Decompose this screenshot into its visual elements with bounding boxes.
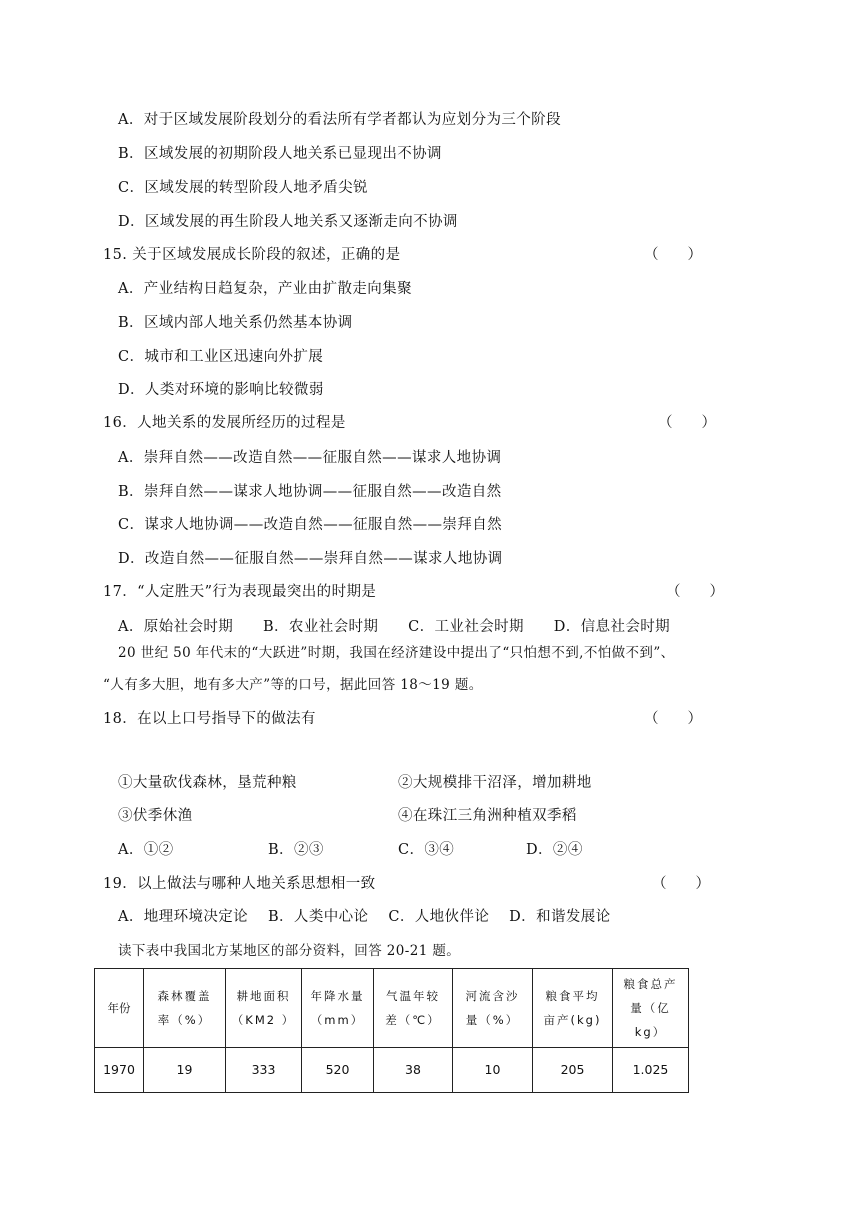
table-header-row: [95, 969, 689, 1048]
q14-option-c: C．区域发展的转型阶段人地矛盾尖锐: [118, 180, 368, 196]
q16-option-d: D．改造自然——征服自然——崇拜自然——谋求人地协调: [118, 551, 503, 567]
header-arable-area: 耕地面积 （KM2 ）: [226, 969, 302, 1048]
cell-forest-cover: 19: [144, 1048, 226, 1093]
q16-option-a: A．崇拜自然——改造自然——征服自然——谋求人地协调: [118, 450, 502, 466]
table-intro: 读下表中我国北方某地区的部分资料，回答 20-21 题。: [118, 943, 461, 959]
cell-temp-range: 38: [374, 1048, 453, 1093]
q14-option-d: D．区域发展的再生阶段人地关系又逐渐走向不协调: [118, 214, 458, 230]
passage-line-1: 20 世纪 50 年代末的“大跃进”时期，我国在经济建设中提出了“只怕想不到,不怕做不到”、: [118, 645, 675, 661]
q15-stem: 15. 关于区域发展成长阶段的叙述，正确的是: [103, 247, 401, 263]
q14-option-b: B．区域发展的初期阶段人地关系已显现出不协调: [118, 146, 442, 162]
q17-answer-blank: （ ）: [666, 584, 724, 600]
q16-option-c: C．谋求人地协调——改造自然——征服自然——崇拜自然: [118, 517, 502, 533]
header-temp-range: 气温年较 差（℃）: [374, 969, 453, 1048]
header-grain-yield: 粮食平均 亩产(kg): [533, 969, 613, 1048]
q15-option-a: A．产业结构日趋复杂，产业由扩散走向集聚: [118, 281, 412, 297]
q18-option-c: C．③④: [398, 842, 455, 858]
q18-answer-blank: （ ）: [644, 711, 702, 727]
cell-arable-area: 333: [226, 1048, 302, 1093]
q18-item-4: ④在珠江三角洲种植双季稻: [398, 808, 577, 824]
q18-item-2: ②大规模排干沼泽，增加耕地: [398, 775, 592, 791]
q16-answer-blank: （ ）: [658, 415, 716, 431]
cell-grain-total: 1.025: [613, 1048, 689, 1093]
passage-line-2: “人有多大胆，地有多大产”等的口号，据此回答 18～19 题。: [103, 677, 483, 693]
q15-option-c: C．城市和工业区迅速向外扩展: [118, 349, 324, 365]
q18-stem: 18．在以上口号指导下的做法有: [103, 711, 316, 727]
q19-stem: 19．以上做法与哪种人地关系思想相一致: [103, 876, 376, 892]
q16-stem: 16．人地关系的发展所经历的过程是: [103, 415, 346, 431]
q17-options: A．原始社会时期 B．农业社会时期 C．工业社会时期 D．信息社会时期: [118, 619, 671, 635]
cell-precipitation: 520: [302, 1048, 374, 1093]
q16-option-b: B．崇拜自然——谋求人地协调——征服自然——改造自然: [118, 484, 502, 500]
cell-year: 1970: [95, 1048, 144, 1093]
q15-answer-blank: （ ）: [644, 247, 702, 263]
data-table: [94, 968, 689, 1093]
q18-item-1: ①大量砍伐森林，垦荒种粮: [118, 775, 297, 791]
table-row: [95, 1048, 689, 1093]
q14-option-a: A．对于区域发展阶段划分的看法所有学者都认为应划分为三个阶段: [118, 112, 561, 128]
cell-grain-yield: 205: [533, 1048, 613, 1093]
q19-answer-blank: （ ）: [652, 876, 710, 892]
header-year: 年份: [95, 969, 144, 1048]
q18-option-a: A．①②: [118, 842, 174, 858]
q15-option-b: B．区域内部人地关系仍然基本协调: [118, 315, 353, 331]
q19-options: A．地理环境决定论 B．人类中心论 C．人地伙伴论 D．和谐发展论: [118, 909, 611, 925]
header-precipitation: 年降水量 （mm）: [302, 969, 374, 1048]
cell-sediment: 10: [453, 1048, 533, 1093]
q18-option-b: B．②③: [268, 842, 324, 858]
q15-option-d: D．人类对环境的影响比较微弱: [118, 382, 324, 398]
header-grain-total: 粮食总产 量（亿 kg）: [613, 969, 689, 1048]
header-sediment: 河流含沙 量（%）: [453, 969, 533, 1048]
q18-option-d: D．②④: [526, 842, 583, 858]
header-forest-cover: 森林覆盖 率（%）: [144, 969, 226, 1048]
q18-item-3: ③伏季休渔: [118, 808, 193, 824]
q17-stem: 17．“人定胜天”行为表现最突出的时期是: [103, 584, 377, 600]
